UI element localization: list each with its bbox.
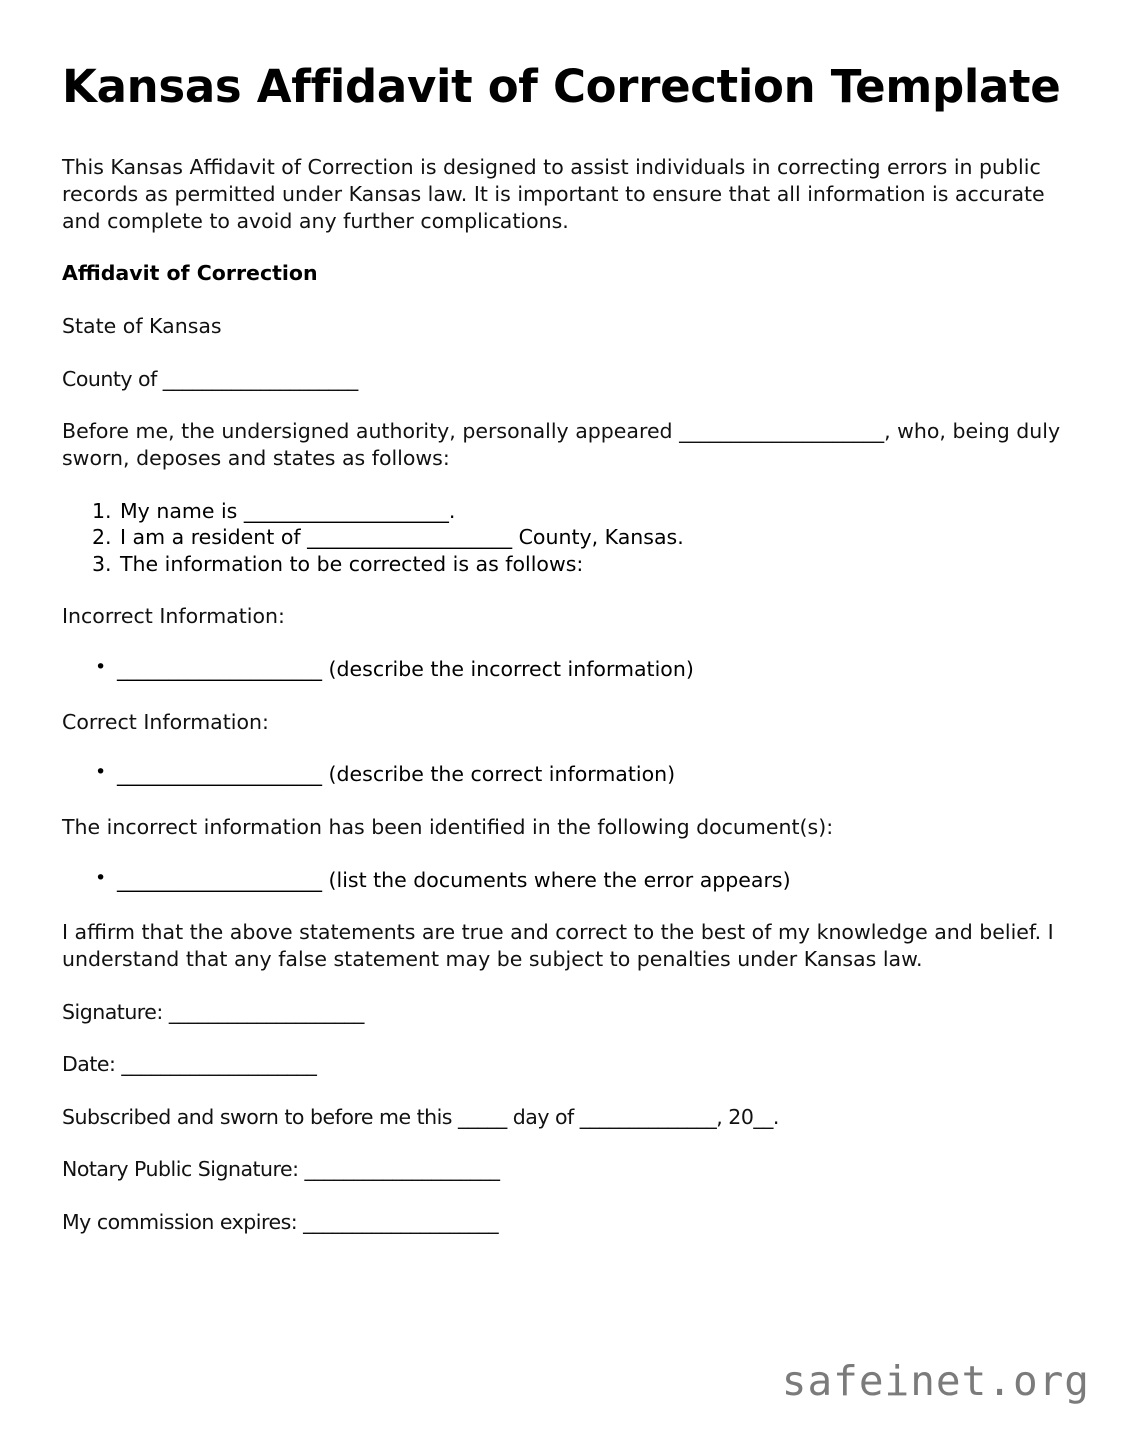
list-item: • ____________________ (list the documents where the error appears) [95,867,1064,894]
documents-identified-label: The incorrect information has been identified in the following document(s): [62,815,834,839]
list-item: • ____________________ (describe the correct information) [95,761,1064,788]
list-item: I am a resident of ____________________ County, Kansas. [120,525,684,550]
signature-field-line: Signature: ____________________ [62,999,364,1024]
intro-paragraph: This Kansas Affidavit of Correction is designed to assist individuals in correcting errors in public records as permitted under Kansas law. It is important to ensure that all information is accurate and complete to avoid any further complications. [62,155,1045,233]
county-field-line: County of ____________________ [62,366,358,391]
affirmation-paragraph: I affirm that the above statements are true and correct to the best of my knowledge and belief. I understand that any false statement may be subject to penalties under Kansas law. [62,920,1054,971]
list-item: The information to be corrected is as follows: [120,551,584,576]
document-content [62,62,1064,1262]
commission-expires-field-line: My commission expires: ____________________ [62,1210,499,1235]
documents-list [62,867,1064,894]
notary-signature-field-line: Notary Public Signature: ____________________ [62,1157,500,1182]
list-item: My name is ____________________. [120,498,456,523]
statements-numbered-list [62,498,1064,578]
list-item: • ____________________ (describe the incorrect information) [95,656,1064,683]
correct-information-list [62,761,1064,788]
correct-information-label: Correct Information: [62,709,269,734]
section-heading-affidavit-of-correction: Affidavit of Correction [62,261,318,286]
state-line: State of Kansas [62,313,222,338]
sworn-statement-line: Subscribed and sworn to before me this _____ day of ______________, 20__. [62,1104,779,1129]
watermark: safeinet.org [781,1357,1090,1405]
incorrect-information-label: Incorrect Information: [62,604,285,629]
incorrect-information-list [62,656,1064,683]
before-me-paragraph: Before me, the undersigned authority, personally appeared ____________________, who, being duly sworn, deposes and states as follows: [62,419,1061,470]
date-field-line: Date: ____________________ [62,1052,317,1077]
page-title: Kansas Affidavit of Correction Template [62,60,1061,113]
